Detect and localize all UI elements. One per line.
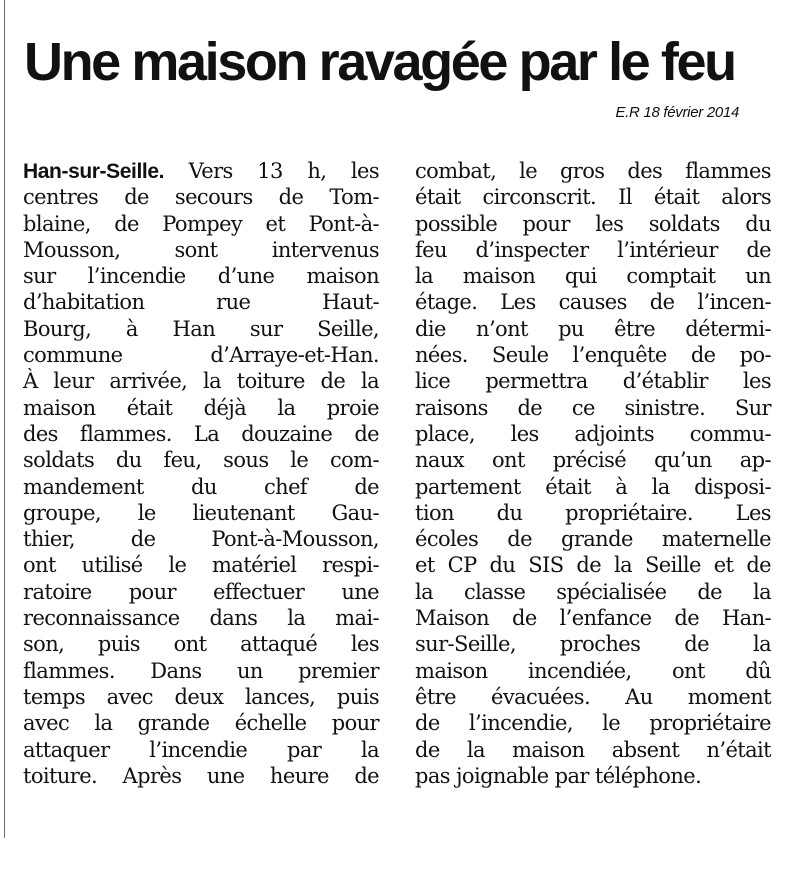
text-line: étage. Les causes de l’incen- [415,290,771,315]
source-date: E.R 18 février 2014 [615,104,739,121]
text-line: sur-Seille, proches de la [415,632,771,657]
text-line: naux ont précisé qu’un ap- [415,448,771,473]
text-line: était circonscrit. Il était alors [415,185,771,210]
text-line: possible pour les soldats du [415,211,771,236]
text-line: écoles de grande maternelle [415,527,771,552]
text-line: centres de secours de Tom- [23,185,379,210]
text-line: de la maison absent n’était [415,737,771,762]
headline: Une maison ravagée par le feu [24,32,735,92]
text-line: et CP du SIS de la Seille et de [415,553,771,578]
text-line: ont utilisé le matériel respi- [23,553,379,578]
text-line: attaquer l’incendie par la [23,737,379,762]
text-line: temps avec deux lances, puis [23,684,379,709]
text-line: la classe spécialisée de la [415,579,771,604]
text-line: À leur arrivée, la toiture de la [23,369,379,394]
text-line: reconnaissance dans la mai- [23,606,379,631]
text-line: combat, le gros des flammes [415,159,771,183]
text-line: blaine, de Pompey et Pont-à- [23,211,379,236]
text-line: d’habitation rue Haut- [23,290,379,315]
text-line: raisons de ce sinistre. Sur [415,395,771,420]
article-column-left [23,158,379,789]
text-line: son, puis ont attaqué les [23,632,379,657]
text-line: ratoire pour effectuer une [23,579,379,604]
text-line-fragment: Vers 13 h, les [164,159,379,183]
text-line: mandement du chef de [23,474,379,499]
text-line: être évacuées. Au moment [415,684,771,709]
text-line: de l’incendie, le propriétaire [415,711,771,736]
text-line: die n’ont pu être détermi- [415,316,771,341]
text-line: lice permettra d’établir les [415,369,771,394]
text-line: nées. Seule l’enquête de po- [415,343,771,368]
text-line: maison était déjà la proie [23,395,379,420]
text-line [23,158,379,184]
article-column-right [415,158,771,789]
text-line: place, les adjoints commu- [415,421,771,446]
text-line: flammes. Dans un premier [23,658,379,683]
text-line: avec la grande échelle pour [23,711,379,736]
text-line: maison incendiée, ont dû [415,658,771,683]
text-line: sur l’incendie d’une maison [23,264,379,289]
text-line: groupe, le lieutenant Gau- [23,500,379,525]
text-line: Bourg, à Han sur Seille, [23,316,379,341]
text-line: toiture. Après une heure de [23,763,379,788]
text-line: commune d’Arraye-et-Han. [23,343,379,368]
text-line: Maison de l’enfance de Han- [415,606,771,631]
text-line: partement était à la disposi- [415,474,771,499]
text-line: feu d’inspecter l’intérieur de [415,237,771,262]
text-line: Mousson, sont intervenus [23,237,379,262]
text-line: des flammes. La douzaine de [23,421,379,446]
text-line: tion du propriétaire. Les [415,500,771,525]
column-rule [4,0,5,838]
text-line: la maison qui comptait un [415,264,771,289]
text-line: thier, de Pont-à-Mousson, [23,527,379,552]
text-line: soldats du feu, sous le com- [23,448,379,473]
lead-dateline: Han-sur-Seille. [23,160,165,183]
text-line: pas joignable par téléphone. [415,763,702,788]
